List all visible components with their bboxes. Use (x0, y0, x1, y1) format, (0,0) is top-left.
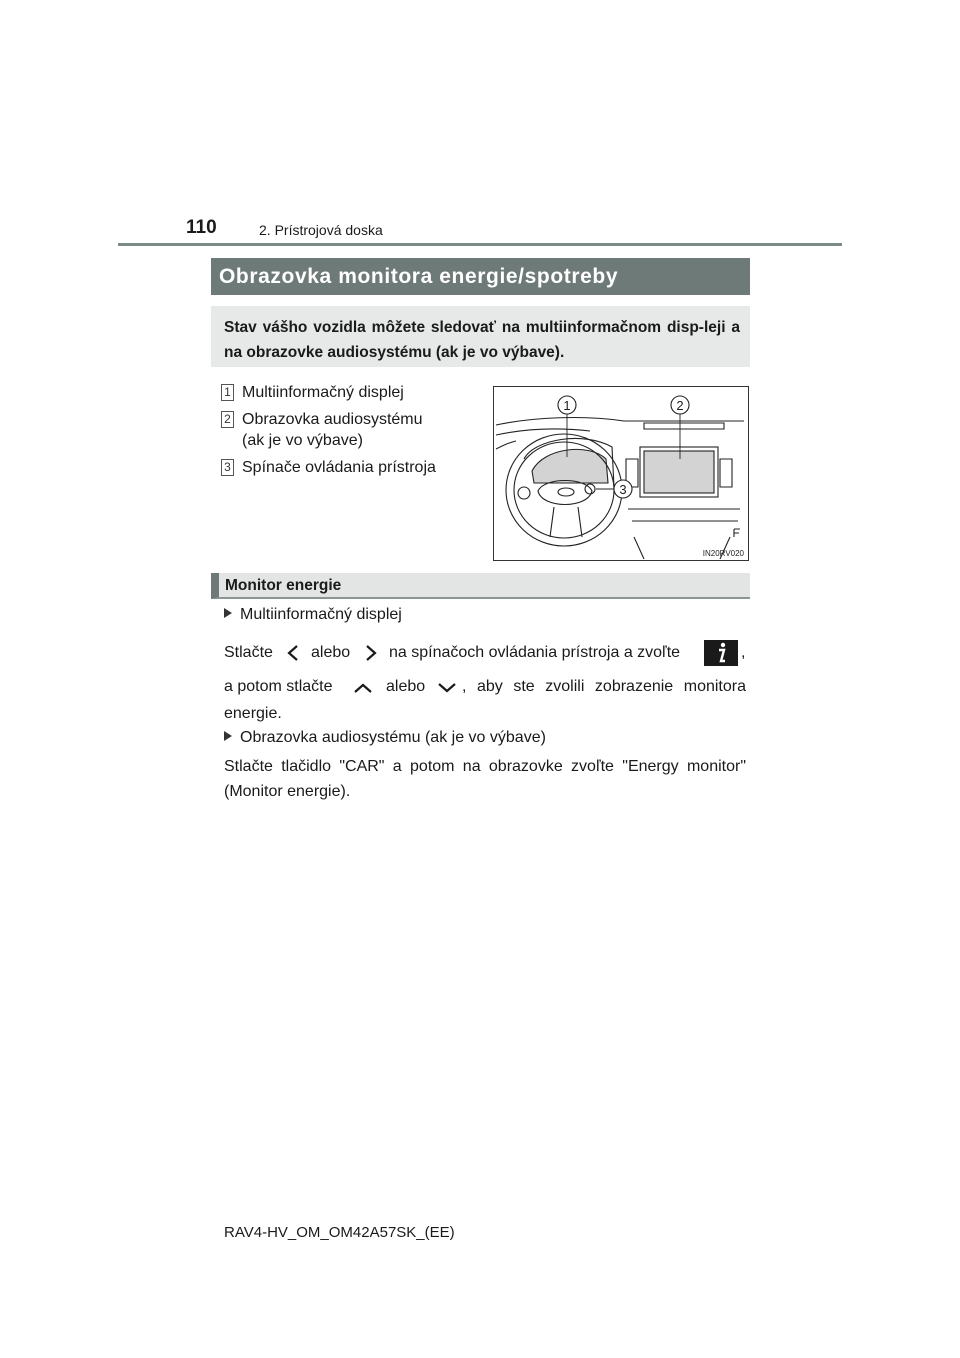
legend-number: 3 (221, 459, 234, 476)
audio-instruction: Stlačte tlačidlo "CAR" a potom na obrazovke zvoľte "Energy monitor" (Monitor energie). (224, 758, 746, 800)
chevron-right-icon (364, 644, 378, 662)
instruction-word: alebo (386, 678, 426, 695)
chevron-up-icon (352, 682, 374, 694)
bullet-item-audio (224, 728, 546, 748)
legend-number: 1 (221, 384, 234, 401)
chevron-down-icon (436, 682, 458, 694)
figure-code: IN20RV020 (702, 549, 744, 558)
subsection-title: Monitor energie (211, 573, 750, 599)
legend-label: Multiinformačný displej (242, 384, 404, 401)
instruction-word: , (741, 644, 746, 661)
instruction-word: , aby ste zvolili zobrazenie monitora (462, 678, 746, 695)
instruction-line-2 (224, 674, 746, 700)
instruction-word: a potom stlačte (224, 678, 333, 695)
instruction-line-1 (224, 640, 746, 666)
chapter-title: 2. Prístrojová doska (259, 222, 383, 238)
dashboard-drawing (494, 387, 748, 560)
callout-2: 2 (676, 398, 684, 413)
instruction-word: na spínačoch ovládania prístroja a zvoľte (389, 644, 681, 661)
header-rule (118, 243, 842, 246)
instruction-word: alebo (311, 644, 351, 661)
legend-number: 2 (221, 411, 234, 428)
dashboard-illustration (493, 386, 749, 561)
instruction-line-3: energie. (224, 705, 282, 722)
bullet-text: Obrazovka audiosystému (ak je vo výbave) (240, 729, 546, 746)
intro-box: Stav vášho vozidla môžete sledovať na multiinformačnom disp-leji a na obrazovke audiosystému (ak je vo výbave). (211, 306, 750, 367)
chevron-left-icon (286, 644, 300, 662)
legend-label: Obrazovka audiosystému (242, 411, 423, 428)
bullet-triangle-icon (224, 608, 232, 618)
instruction-word: Stlačte (224, 644, 273, 661)
bullet-text: Multiinformačný displej (240, 606, 402, 623)
bullet-triangle-icon (224, 731, 232, 741)
page-number: 110 (186, 217, 217, 238)
legend-label-continued: (ak je vo výbave) (242, 432, 363, 449)
legend-label: Spínače ovládania prístroja (242, 459, 436, 476)
document-code: RAV4-HV_OM_OM42A57SK_(EE) (224, 1224, 455, 1241)
section-title: Obrazovka monitora energie/spotreby (211, 258, 750, 295)
bullet-item-multiinfo (224, 605, 402, 625)
callout-3: 3 (619, 482, 627, 497)
callout-1: 1 (563, 398, 571, 413)
info-icon (704, 640, 738, 666)
